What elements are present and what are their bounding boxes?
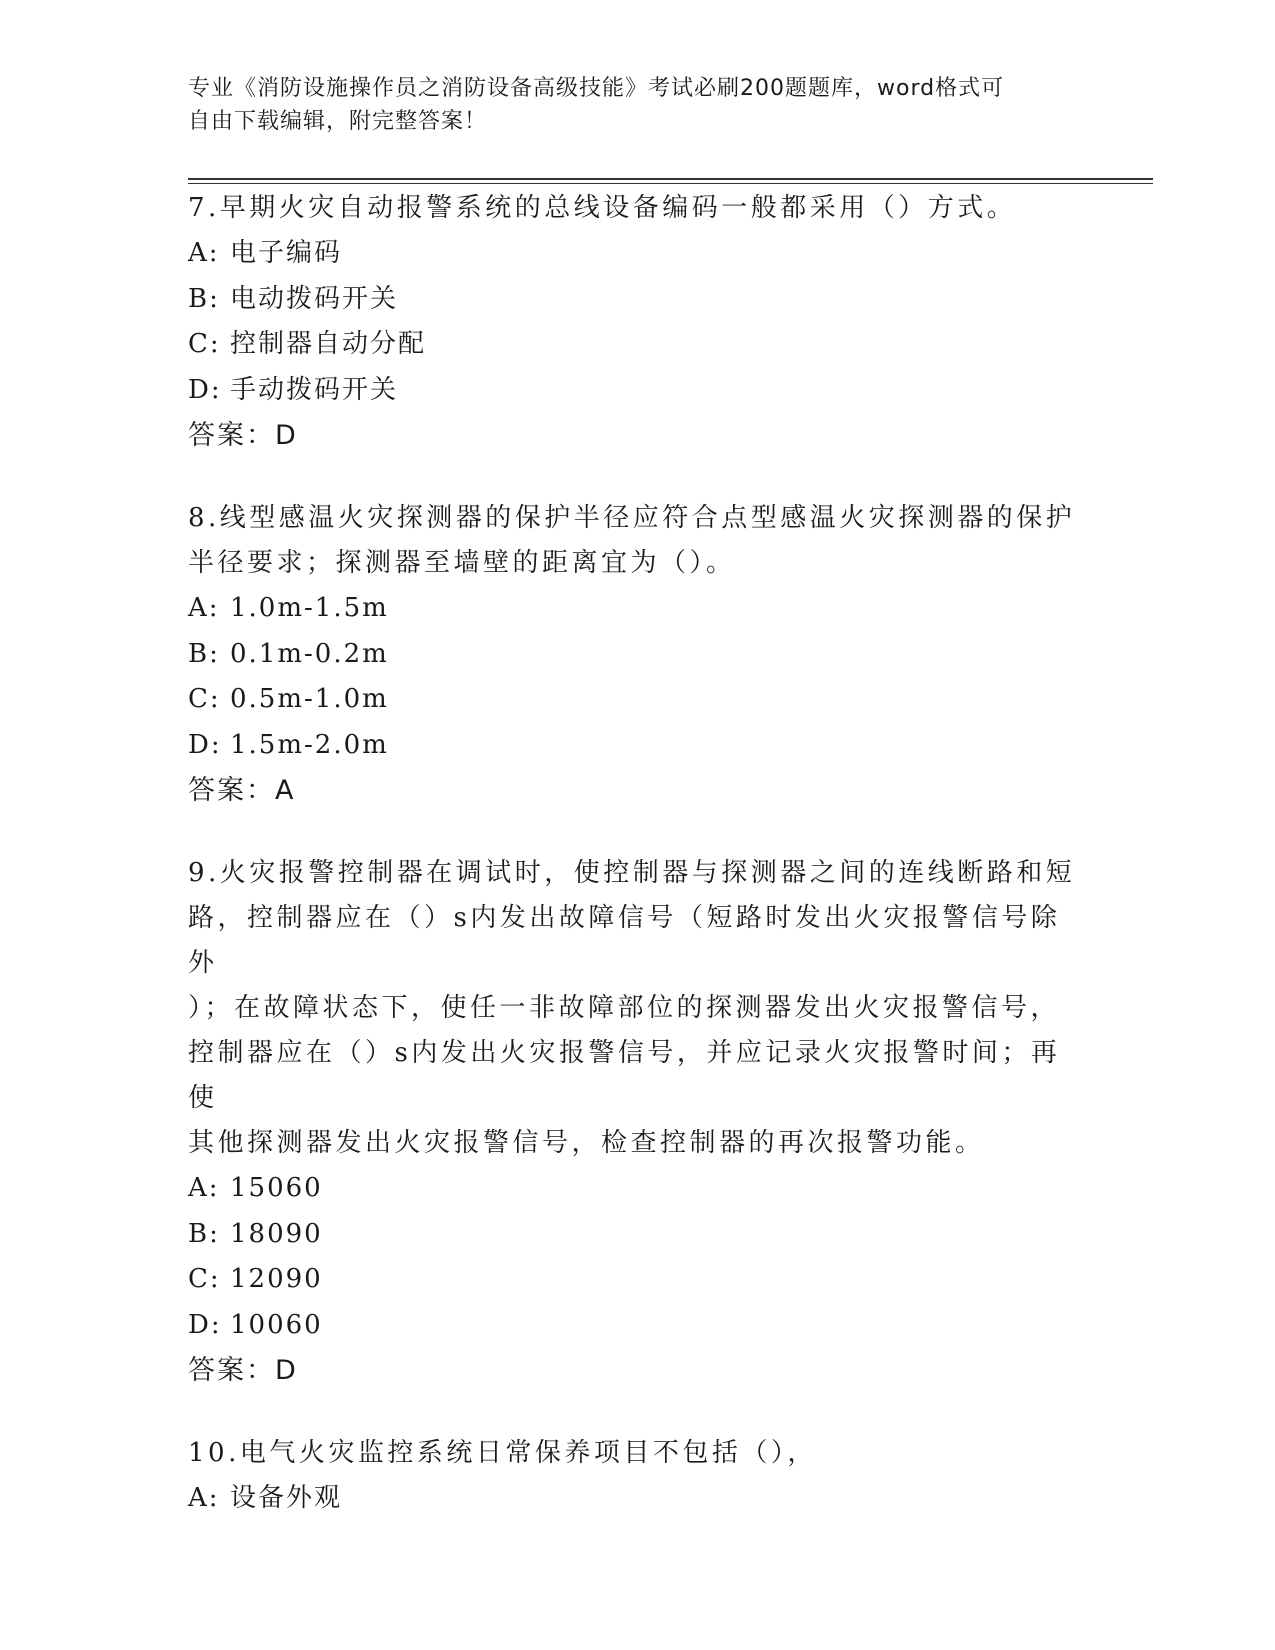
answer-option	[188, 277, 1088, 323]
option-text: 1.0m-1.5m	[230, 593, 389, 623]
option-text: 设备外观	[230, 1483, 343, 1513]
answer-option	[188, 1476, 1088, 1522]
question-text-line: 8.线型感温火灾探测器的保护半径应符合点型感温火灾探测器的保护	[188, 503, 1076, 533]
answer-option	[188, 368, 1088, 414]
option-letter: D:	[188, 1309, 222, 1340]
option-letter: C:	[188, 1264, 221, 1294]
option-letter: D:	[188, 729, 222, 760]
answer-option	[188, 231, 1088, 277]
option-letter: C:	[188, 329, 221, 359]
answer-option	[188, 322, 1088, 368]
answer-option	[188, 1166, 1088, 1212]
option-letter: B:	[188, 283, 220, 314]
option-letter: A:	[188, 1173, 220, 1203]
option-text: 12090	[230, 1264, 323, 1294]
option-text: 15060	[230, 1173, 323, 1203]
question-text-line: 半径要求；探测器至墙壁的距离宜为（）。	[188, 548, 736, 578]
option-letter: A:	[188, 238, 220, 268]
option-text: 控制器自动分配	[230, 329, 427, 359]
question-block	[188, 186, 1088, 458]
document-header	[188, 72, 1068, 138]
option-text: 0.5m-1.0m	[230, 684, 389, 714]
header-rule-thin	[188, 183, 1153, 184]
question-block	[188, 1431, 1088, 1522]
header-line-1: 专业《消防设施操作员之消防设备高级技能》考试必刷200题题库，word格式可	[188, 76, 1005, 101]
answer-key: 答案：A	[188, 775, 296, 806]
option-letter: C:	[188, 684, 221, 714]
answer-option	[188, 1303, 1088, 1349]
question-list	[188, 186, 1088, 1560]
answer-key: 答案：D	[188, 1355, 298, 1386]
header-line-2: 自由下载编辑，附完整答案！	[188, 109, 488, 134]
option-letter: A:	[188, 593, 220, 623]
answer-option	[188, 586, 1088, 632]
option-text: 电子编码	[230, 238, 343, 268]
question-text-line: 9.火灾报警控制器在调试时，使控制器与探测器之间的连线断路和短	[188, 858, 1076, 888]
option-letter: D:	[188, 374, 222, 405]
question-text-line: 其他探测器发出火灾报警信号，检查控制器的再次报警功能。	[188, 1128, 985, 1158]
question-block	[188, 851, 1088, 1393]
question-block	[188, 496, 1088, 813]
option-text: 1.5m-2.0m	[230, 729, 389, 760]
question-text-line: 7.早期火灾自动报警系统的总线设备编码一般都采用（）方式。	[188, 193, 1017, 223]
answer-option	[188, 1257, 1088, 1303]
option-text: 18090	[230, 1218, 323, 1249]
answer-option	[188, 677, 1088, 723]
question-text-line: 路，控制器应在（）s内发出故障信号（短路时发出火灾报警信号除外	[188, 903, 1061, 978]
option-text: 手动拨码开关	[230, 374, 399, 405]
option-text: 10060	[230, 1309, 323, 1340]
answer-option	[188, 632, 1088, 678]
option-letter: B:	[188, 1218, 220, 1249]
option-text: 0.1m-0.2m	[230, 638, 389, 669]
option-letter: A:	[188, 1483, 220, 1513]
option-text: 电动拨码开关	[230, 283, 399, 314]
header-rule-thick	[188, 178, 1153, 180]
answer-key: 答案：D	[188, 420, 298, 451]
question-text-line: ）；在故障状态下，使任一非故障部位的探测器发出火灾报警信号，	[188, 993, 1061, 1023]
option-letter: B:	[188, 638, 220, 669]
question-text-line: 控制器应在（）s内发出火灾报警信号，并应记录火灾报警时间；再使	[188, 1038, 1061, 1113]
answer-option	[188, 1212, 1088, 1258]
answer-option	[188, 723, 1088, 769]
question-text-line: 10.电气火灾监控系统日常保养项目不包括（），	[188, 1438, 817, 1468]
